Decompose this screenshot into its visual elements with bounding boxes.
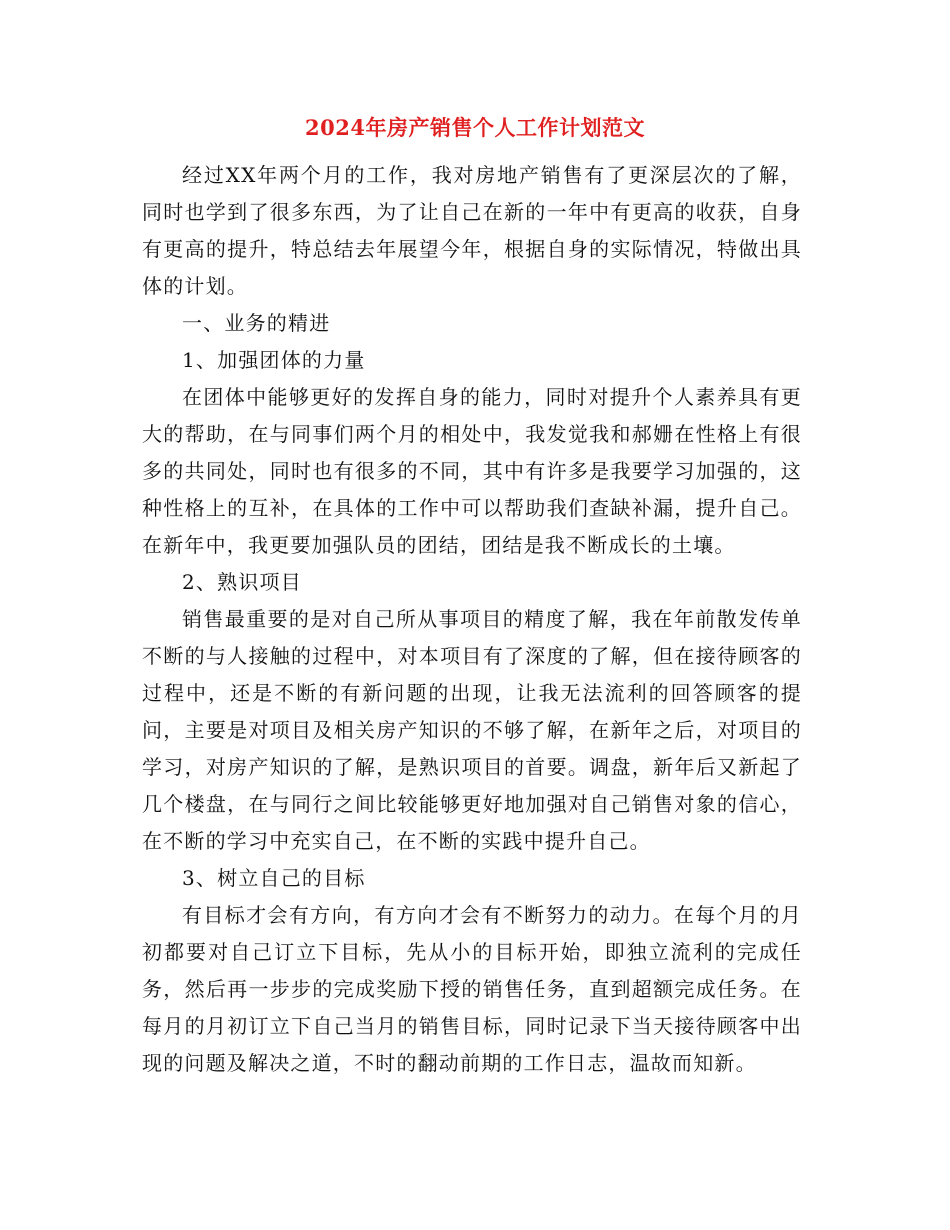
document-body [142,157,802,1082]
team-paragraph: 在团体中能够更好的发挥自身的能力，同时对提升个人素养具有更大的帮助，在与同事们两个月的相处中，我发觉我和郝姗在性格上有很多的共同处，同时也有很多的不同，其中有许多是我要学习加强的，这种性格上的互补，在具体的工作中可以帮助我们查缺补漏，提升自己。在新年中，我更要加强队员的团结，团结是我不断成长的土壤。 [142,385,802,557]
subsection-heading-project: 2、熟识项目 [182,570,302,594]
intro-paragraph: 经过XX年两个月的工作，我对房地产销售有了更深层次的了解，同时也学到了很多东西，为了让自己在新的一年中有更高的收获，自身有更高的提升，特总结去年展望今年，根据自身的实际情况，特做出具体的计划。 [142,163,802,298]
project-paragraph: 销售最重要的是对自己所从事项目的精度了解，我在年前散发传单不断的与人接触的过程中，对本项目有了深度的了解，但在接待顾客的过程中，还是不断的有新问题的出现，让我无法流利的回答顾客的提问，主要是对项目及相关房产知识的不够了解，在新年之后，对项目的学习，对房产知识的了解，是熟识项目的首要。调盘，新年后又新起了几个楼盘，在与同行之间比较能够更好地加强对自己销售对象的信心，在不断的学习中充实自己，在不断的实践中提升自己。 [142,607,802,853]
section-heading-business: 一、业务的精进 [182,311,331,335]
subsection-heading-goals: 3、树立自己的目标 [182,866,366,890]
subsection-heading-team: 1、加强团体的力量 [182,348,366,372]
document-title: 2024年房产销售个人工作计划范文 [305,115,645,140]
goals-paragraph: 有目标才会有方向，有方向才会有不断努力的动力。在每个月的月初都要对自己订立下目标，先从小的目标开始，即独立流利的完成任务，然后再一步步的完成奖励下授的销售任务，直到超额完成任务。在每月的月初订立下自己当月的销售目标，同时记录下当天接待顾客中出现的问题及解决之道，不时的翻动前期的工作日志，温故而知新。 [142,903,802,1075]
